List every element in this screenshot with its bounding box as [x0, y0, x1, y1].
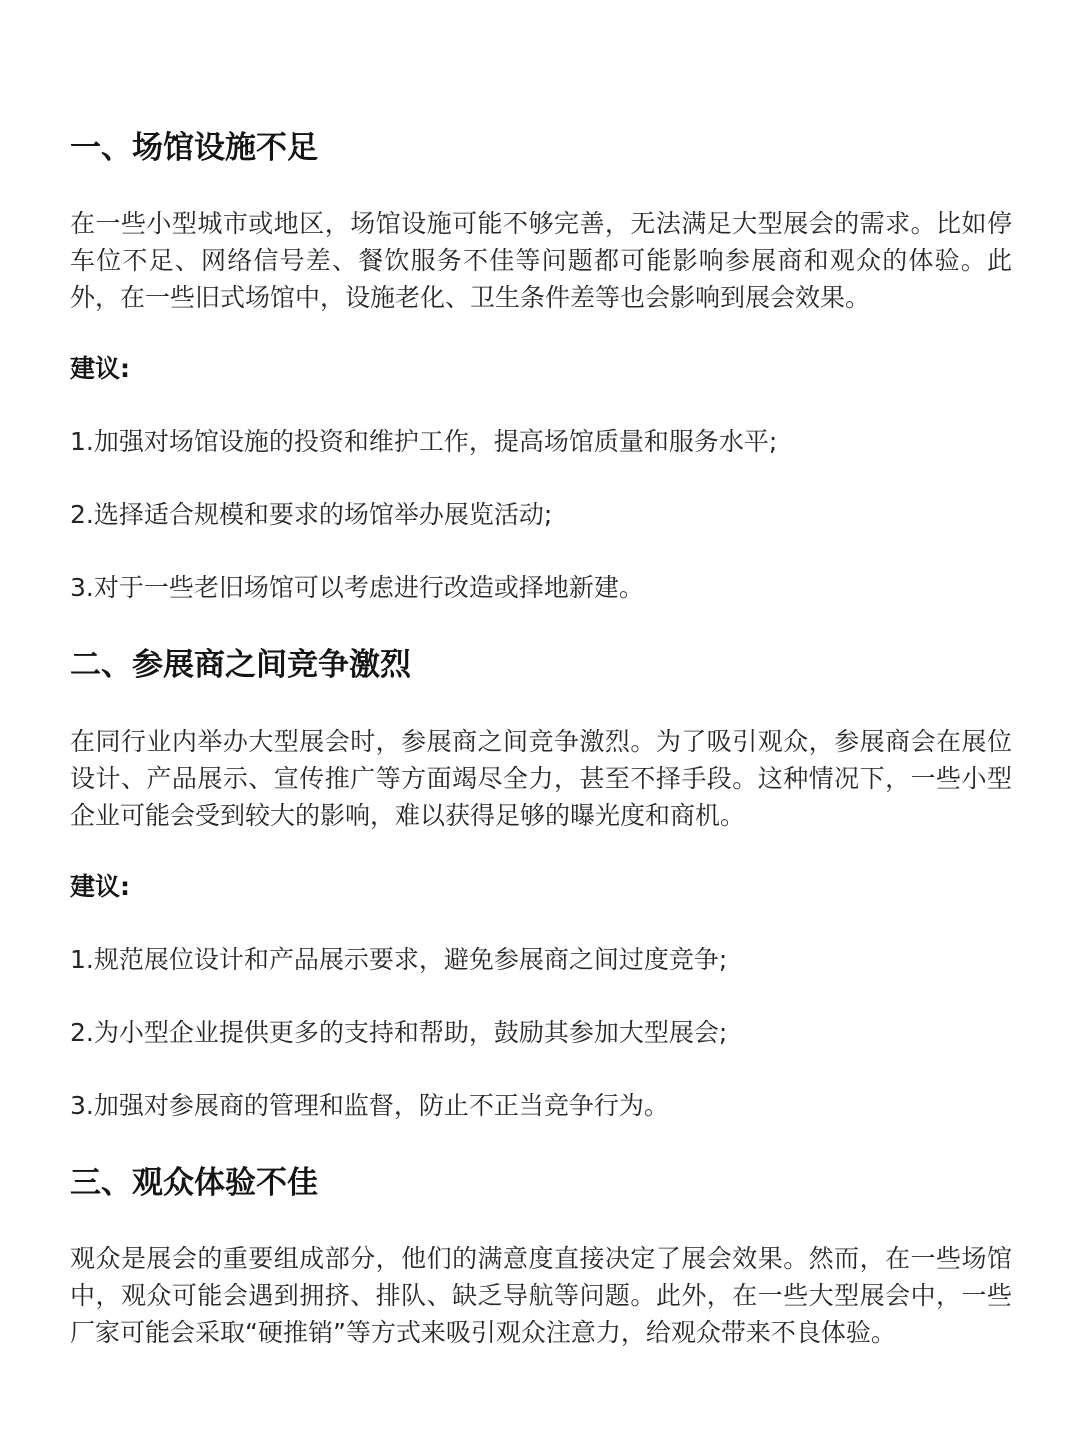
- section-heading: 三、观众体验不佳: [70, 1165, 318, 1201]
- section-paragraph: 观众是展会的重要组成部分，他们的满意度直接决定了展会效果。然而，在一些场馆中，观众可能会遇到拥挤、排队、缺乏导航等问题。此外，在一些大型展会中，一些厂家可能会采取“硬推销”等方式来吸引观众注意力，给观众带来不良体验。: [70, 1244, 1012, 1347]
- suggestion-item: 1.加强对场馆设施的投资和维护工作，提高场馆质量和服务水平;: [70, 427, 778, 456]
- suggestion-item: 3.加强对参展商的管理和监督，防止不正当竞争行为。: [70, 1091, 669, 1120]
- suggestion-label: 建议:: [70, 354, 130, 383]
- section-paragraph: 在同行业内举办大型展会时，参展商之间竞争激烈。为了吸引观众，参展商会在展位设计、产品展示、宣传推广等方面竭尽全力，甚至不择手段。这种情况下，一些小型企业可能会受到较大的影响，难以获得足够的曝光度和商机。: [70, 727, 1012, 830]
- section-heading: 二、参展商之间竞争激烈: [70, 647, 411, 683]
- suggestion-label: 建议:: [70, 872, 130, 901]
- section-paragraph: 在一些小型城市或地区，场馆设施可能不够完善，无法满足大型展会的需求。比如停车位不足、网络信号差、餐饮服务不佳等问题都可能影响参展商和观众的体验。此外，在一些旧式场馆中，设施老化、卫生条件差等也会影响到展会效果。: [70, 209, 1012, 312]
- suggestion-item: 2.为小型企业提供更多的支持和帮助，鼓励其参加大型展会;: [70, 1018, 728, 1047]
- suggestion-item: 2.选择适合规模和要求的场馆举办展览活动;: [70, 500, 553, 529]
- suggestion-item: 3.对于一些老旧场馆可以考虑进行改造或择地新建。: [70, 573, 644, 602]
- suggestion-item: 1.规范展位设计和产品展示要求，避免参展商之间过度竞争;: [70, 945, 728, 974]
- section-heading: 一、场馆设施不足: [70, 130, 318, 166]
